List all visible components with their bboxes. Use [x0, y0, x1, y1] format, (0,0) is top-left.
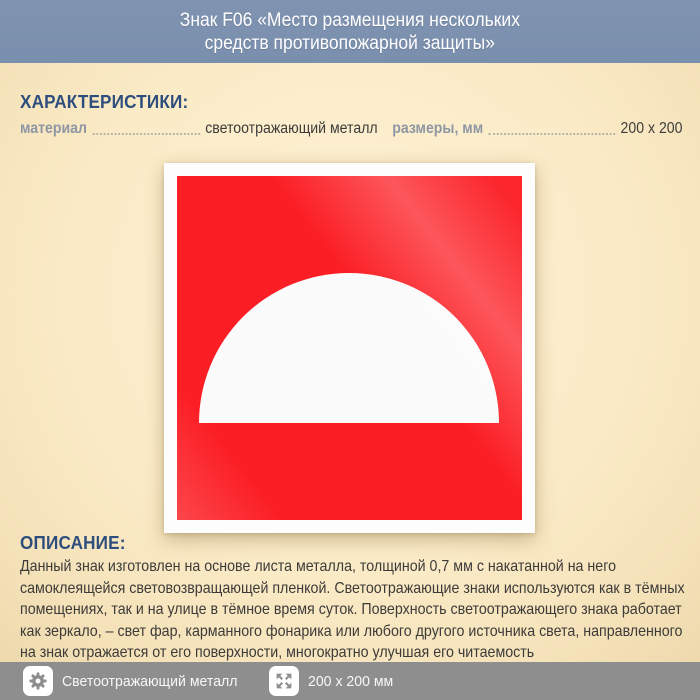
- size-label: размеры, мм: [392, 120, 484, 137]
- semicircle-symbol: [199, 273, 499, 423]
- footer-material-label: Светоотражающий металл: [62, 672, 238, 690]
- material-value: светоотражающий металл: [205, 120, 378, 137]
- f06-sign-image: [164, 163, 535, 533]
- header-bar: [0, 0, 700, 63]
- characteristics-row: [20, 120, 682, 138]
- material-label: материал: [20, 120, 87, 137]
- characteristics-heading: ХАРАКТЕРИСТИКИ:: [20, 92, 189, 112]
- gear-icon: [23, 666, 53, 696]
- page-title-line2: средств противопожарной защиты»: [204, 32, 496, 54]
- footer-bar: [0, 662, 700, 700]
- page-title-line1: Знак F06 «Место размещения нескольких: [179, 9, 521, 31]
- description-heading: ОПИСАНИЕ:: [20, 533, 126, 553]
- resize-arrows-icon: [269, 666, 299, 696]
- size-value: 200 х 200: [620, 120, 683, 137]
- description-text: Данный знак изготовлен на основе листа металла, толщиной 0,7 мм с накатанной на него самоклеящейся световозвращающей пленкой. Светоотражающие знаки используются как в тёмных помещениях, так и на улице в тёмное время суток. Поверхность светоотражающего знака работает как зеркало, – свет фар, карманного фонарика или любого другого источника света, направленного на знак отражается от его поверхности, многократно улучшая его читаемость: [20, 558, 685, 661]
- dotted-leader: [92, 122, 199, 135]
- sign-red-field: [177, 176, 522, 520]
- footer-size-label: 200 х 200 мм: [307, 672, 393, 690]
- dotted-leader: [489, 122, 615, 135]
